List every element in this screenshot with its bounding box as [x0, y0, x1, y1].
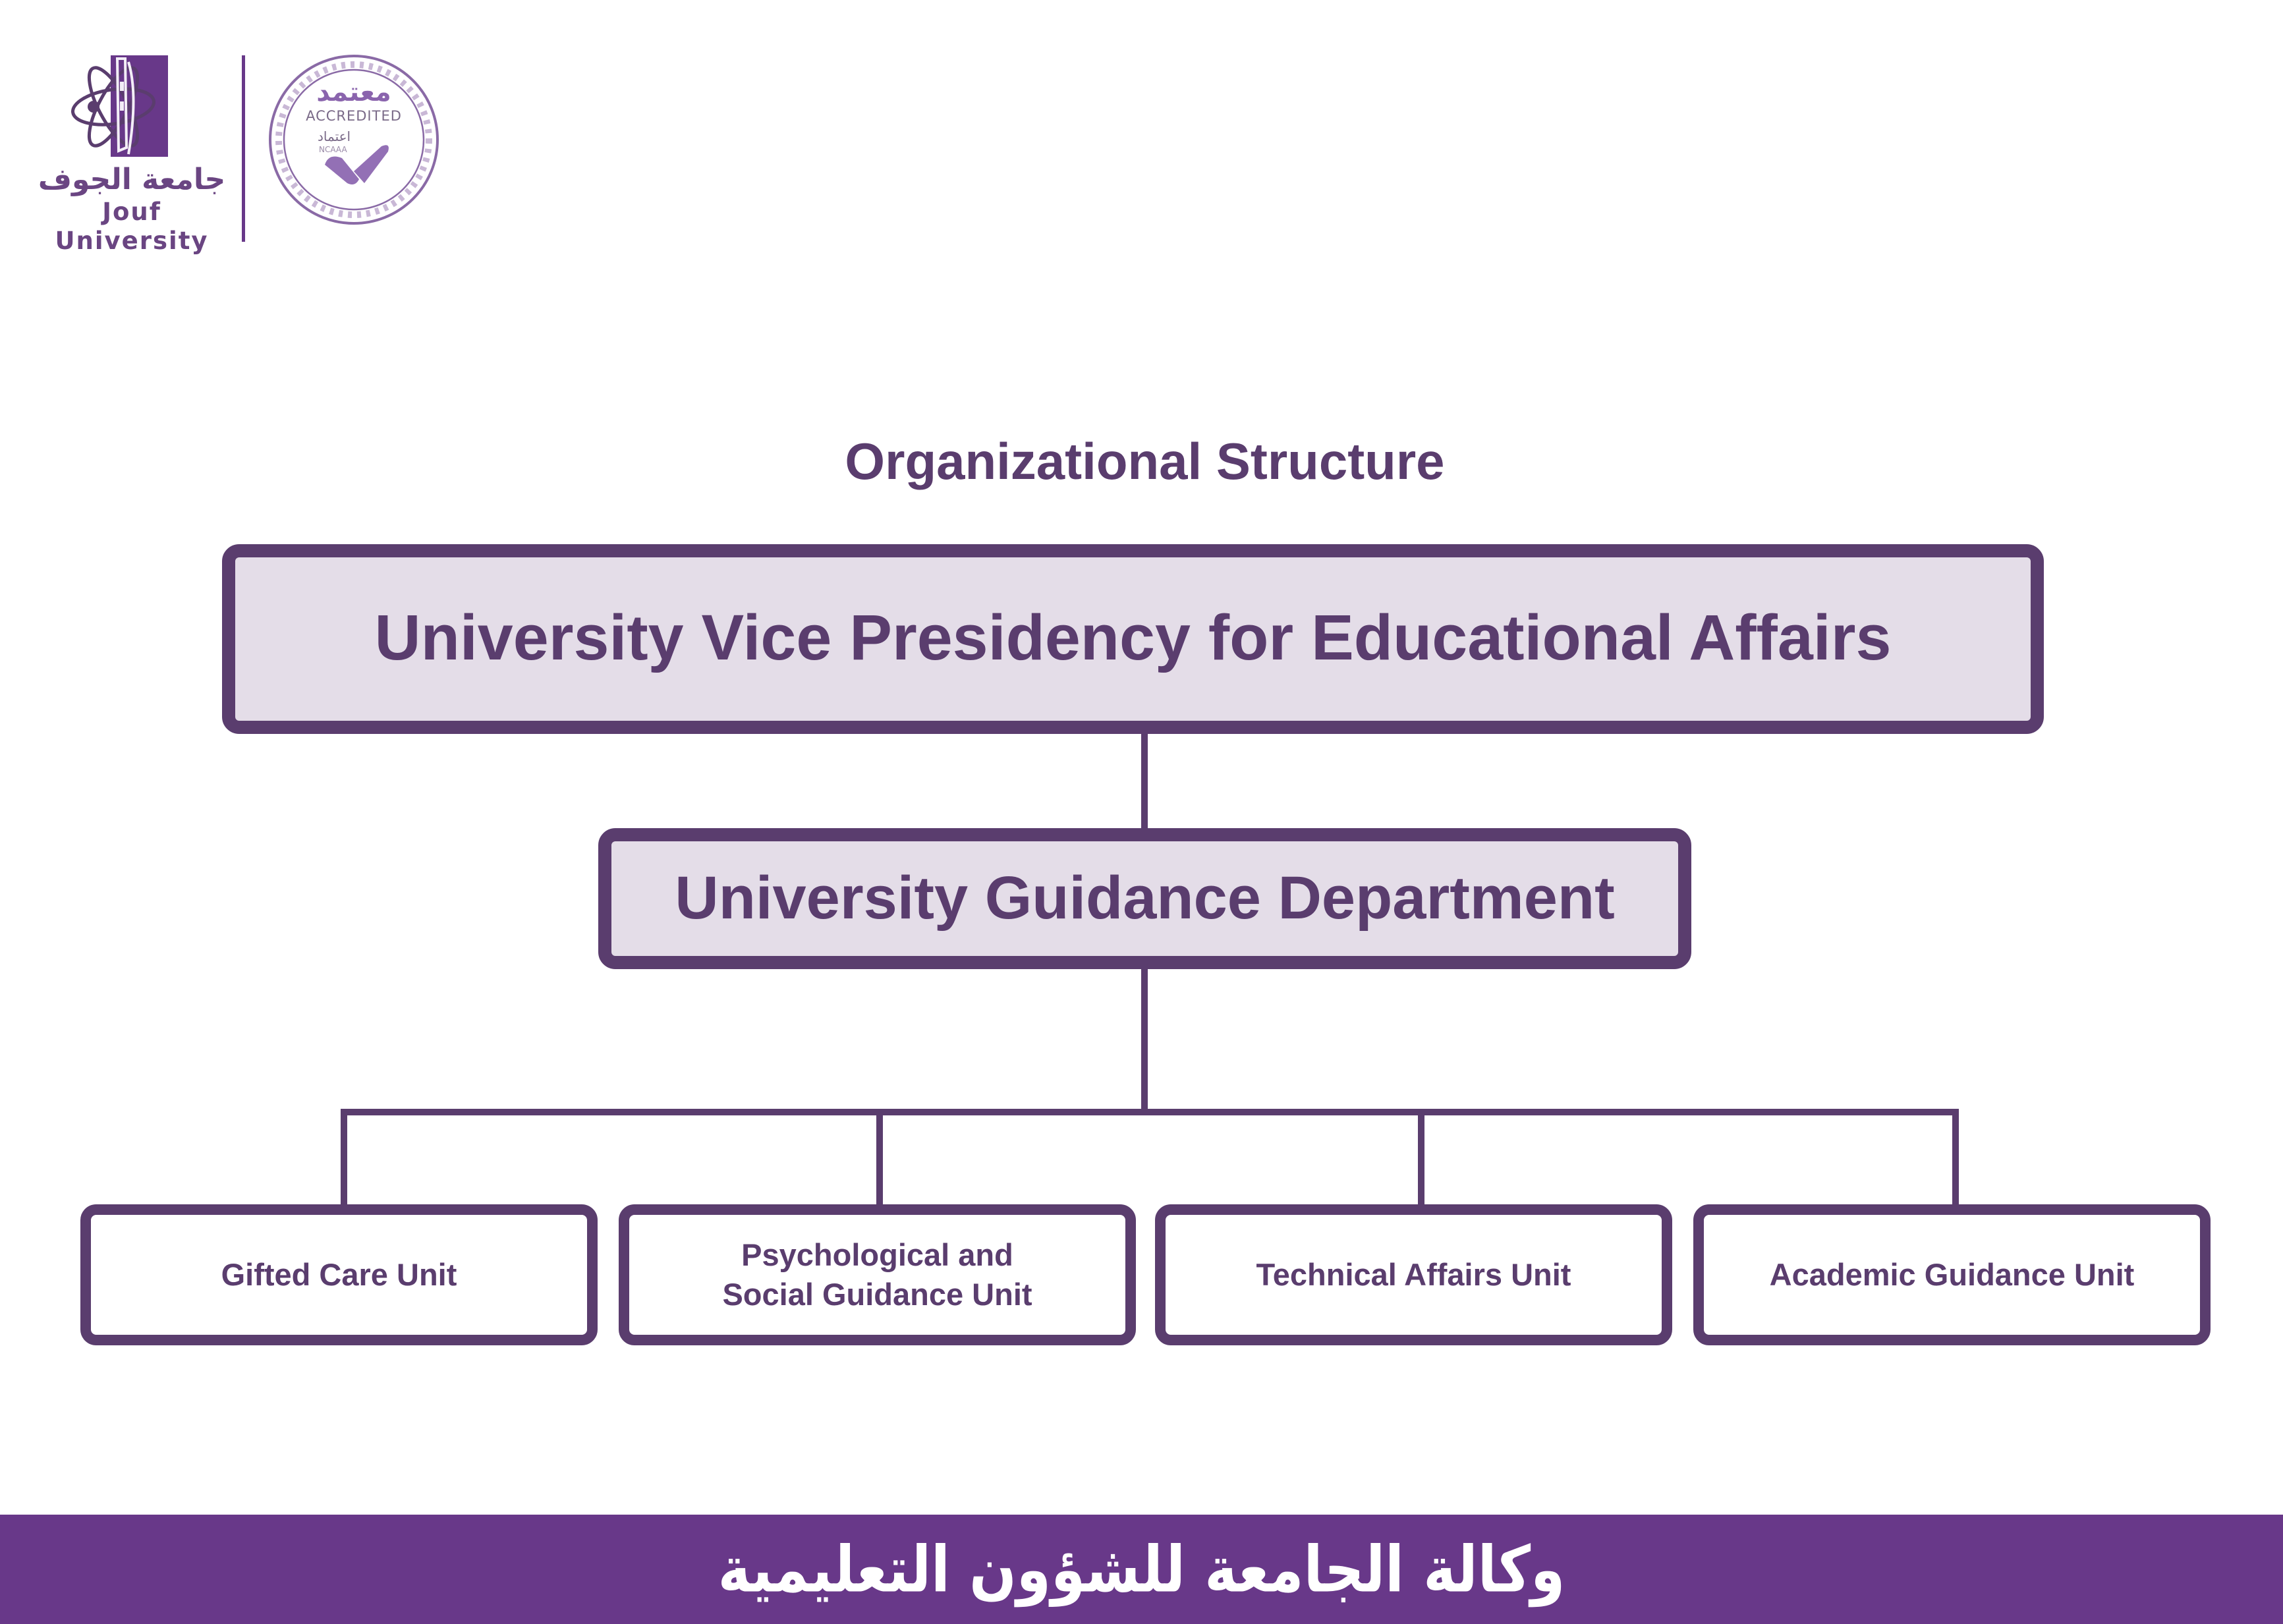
- connector-unit-4: [1952, 1109, 1959, 1208]
- footer-banner: [0, 1515, 2283, 1624]
- org-node-label: University Guidance Department: [675, 864, 1615, 932]
- connector-unit-2: [876, 1109, 883, 1208]
- org-node-gifted-care-unit: [80, 1204, 598, 1345]
- org-node-academic-guidance-unit: [1693, 1204, 2211, 1345]
- org-node-label: Academic Guidance Unit: [1769, 1257, 2135, 1292]
- org-node-technical-affairs-unit: [1155, 1204, 1672, 1345]
- footer-title-arabic: وكالة الجامعة للشؤون التعليمية: [718, 1532, 1565, 1607]
- connector-unit-1: [341, 1109, 347, 1208]
- diagram-title: Organizational Structure: [845, 432, 1445, 490]
- connector-department-to-units: [1141, 966, 1148, 1113]
- atom-emblem-icon: [66, 55, 165, 161]
- connector-root-to-department: [1141, 731, 1148, 831]
- seal-label-arabic: اعتماد: [318, 128, 351, 144]
- university-name-arabic: جامعة الجوف: [38, 163, 226, 196]
- org-node-psychological-social-guidance-unit: [619, 1204, 1136, 1345]
- connector-units-bar: [341, 1109, 1959, 1115]
- logo-divider: [242, 55, 245, 242]
- org-node-guidance-department: [598, 828, 1691, 969]
- seal-label-english: NCAAA: [319, 145, 347, 154]
- org-node-label: Gifted Care Unit: [221, 1257, 457, 1292]
- org-node-label: Technical Affairs Unit: [1256, 1257, 1571, 1292]
- seal-title-arabic: معتمد: [316, 77, 391, 107]
- university-name-english: Jouf University: [55, 198, 209, 255]
- org-node-vice-presidency: [222, 544, 2044, 734]
- seal-title-english: ACCREDITED: [306, 108, 402, 124]
- org-node-label: Psychological and Social Guidance Unit: [722, 1237, 1032, 1312]
- org-node-label: University Vice Presidency for Educational Affairs: [374, 602, 1892, 673]
- connector-unit-3: [1418, 1109, 1424, 1208]
